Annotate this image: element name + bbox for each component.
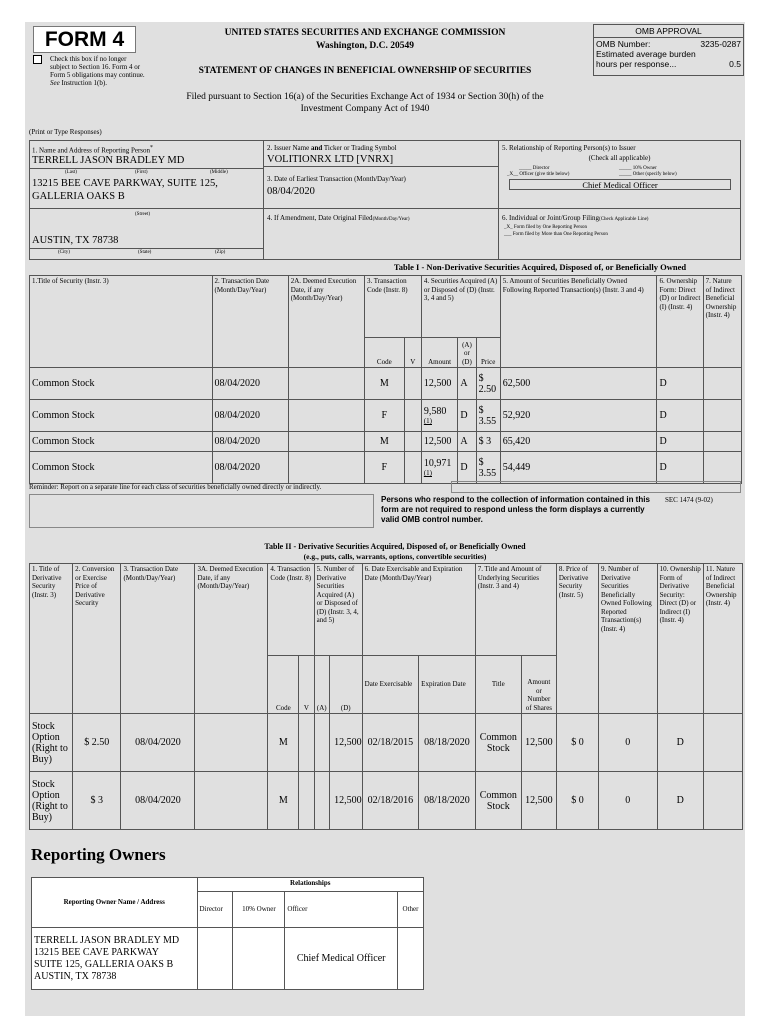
- t2-h-title: 1. Title of Derivative Security (Instr. 3): [30, 564, 73, 714]
- t1-r1-form: D: [657, 400, 703, 432]
- owner-officer-title: Chief Medical Officer: [285, 928, 398, 990]
- table-row: [30, 368, 742, 400]
- t2-r1-underlying-title: Common Stock: [475, 772, 521, 830]
- t2-sub-code: Code: [268, 656, 299, 714]
- checkbox-see: See: [50, 79, 60, 87]
- box2-label-pre: 2. Issuer Name: [267, 144, 310, 152]
- t1-h-acquired: 4. Securities Acquired (A) or Disposed of (D) (Instr. 3, 4 and 5): [421, 276, 500, 338]
- t1-r3-owned: 54,449: [500, 452, 657, 484]
- t1-h-ownership: 6. Ownership Form: Direct (D) or Indirect (I) (Instr. 4): [657, 276, 703, 368]
- t1-r3-date: 08/04/2020: [212, 452, 288, 484]
- city-state-zip: AUSTIN, TX 78738: [32, 235, 119, 246]
- t2-r0-d: 12,500: [329, 714, 362, 772]
- t2-h-date: 3. Transaction Date (Month/Day/Year): [121, 564, 195, 714]
- print-type-note: (Print or Type Responses): [29, 128, 102, 136]
- t1-r1-ad: D: [458, 400, 476, 432]
- issuer-name-ticker: VOLITIONRX LTD [VNRX]: [267, 154, 394, 165]
- label-state: (State): [138, 250, 152, 255]
- t1-sub-v: V: [404, 338, 421, 368]
- label-zip: (Zip): [215, 250, 226, 255]
- t2-r1-deriv-price: $ 0: [556, 772, 598, 830]
- t1-r0-amount: 12,500: [423, 378, 452, 389]
- t2-r0-owned: 0: [599, 714, 658, 772]
- label-city: (City): [58, 250, 70, 255]
- t1-h-date: 2. Transaction Date (Month/Day/Year): [212, 276, 288, 368]
- t1-sub-code: Code: [364, 338, 404, 368]
- t1-r1-date: 08/04/2020: [212, 400, 288, 432]
- owner-address-2: SUITE 125, GALLERIA OAKS B: [34, 958, 174, 970]
- table-row: [32, 928, 424, 990]
- t1-r0-owned: 62,500: [500, 368, 657, 400]
- t1-r1-code: F: [364, 400, 404, 432]
- t1-r3-amount: 10,971: [423, 458, 452, 469]
- t1-h-deemed: 2A. Deemed Execution Date, if any (Month/Day/Year): [288, 276, 364, 368]
- box3-label: 3. Date of Earliest Transaction (Month/Day/Year): [267, 175, 406, 183]
- box1-label: 1. Name and Address of Reporting Person: [32, 146, 151, 155]
- t2-r1-price: $ 3: [73, 772, 121, 830]
- box6-label-small: (Check Applicable Line): [599, 217, 649, 222]
- t1-r2-title: Common Stock: [30, 432, 213, 452]
- t2-sub-d: (D): [329, 656, 362, 714]
- filed-line-2: Investment Company Act of 1940: [300, 104, 430, 114]
- box6-line-2: ___ Form filed by More than One Reporting Person: [504, 232, 608, 237]
- table2-title: Table II - Derivative Securities Acquired, Disposed of, or Beneficially Owned: [264, 542, 526, 551]
- omb-number-value: 3235-0287: [700, 39, 741, 49]
- t2-sub-date-exercisable: Date Exercisable: [362, 656, 419, 714]
- t1-r3-title: Common Stock: [30, 452, 213, 484]
- reminder-text: Reminder: Report on a separate line for each class of securities beneficially owned directly or indirectly.: [29, 483, 322, 491]
- t2-h-number: 5. Number of Derivative Securities Acquired (A) or Disposed of (D) (Instr. 3, 4, and 5): [314, 564, 362, 656]
- t1-r1-title: Common Stock: [30, 400, 213, 432]
- t1-r1-price: 3.55: [478, 415, 497, 427]
- t1-r0-ad: A: [458, 368, 476, 400]
- reporting-person-name: TERRELL JASON BRADLEY MD: [32, 155, 185, 166]
- t1-r0-title: Common Stock: [30, 368, 213, 400]
- t2-h-exercisable: 6. Date Exercisable and Expiration Date (Month/Day/Year): [362, 564, 475, 656]
- t2-h-nature: 11. Nature of Indirect Beneficial Ownership (Instr. 4): [703, 564, 742, 714]
- box4-amendment: [264, 209, 499, 259]
- omb-number-label: OMB Number:: [596, 39, 651, 49]
- box5-ten-percent: _____ 10% Owner: [619, 166, 657, 171]
- owner-address-1: 13215 BEE CAVE PARKWAY: [34, 946, 159, 958]
- t2-r0-form: D: [657, 714, 703, 772]
- box6-line-1: _X_ Form filed by One Reporting Person: [504, 225, 588, 230]
- t1-h-amount-owned: 5. Amount of Securities Beneficially Owned Following Reported Transaction(s) (Instr. 3 and 4): [500, 276, 657, 368]
- t2-r1-d: 12,500: [329, 772, 362, 830]
- agency-name: UNITED STATES SECURITIES AND EXCHANGE COMMISSION: [224, 28, 506, 38]
- street-line-1: 13215 BEE CAVE PARKWAY, SUITE 125,: [32, 178, 218, 189]
- agency-city: Washington, D.C. 20549: [316, 41, 414, 51]
- omb-burden-label: Estimated average burden: [596, 49, 696, 59]
- t1-r0-code: M: [364, 368, 404, 400]
- t2-r1-exercisable: 02/18/2016: [362, 772, 419, 830]
- box2-label-post: Ticker or Trading Symbol: [323, 144, 397, 152]
- reporting-owners-table: [31, 877, 424, 990]
- statement-title: STATEMENT OF CHANGES IN BENEFICIAL OWNERSHIP OF SECURITIES: [198, 66, 532, 76]
- t2-r0-code: M: [268, 714, 299, 772]
- t1-r3-footnote[interactable]: (1): [423, 469, 432, 477]
- t2-h-price: 8. Price of Derivative Security (Instr. 5): [556, 564, 598, 714]
- t1-h-code: 3. Transaction Code (Instr. 8): [364, 276, 421, 338]
- omb-approval-box: [593, 24, 744, 76]
- t2-r1-owned: 0: [599, 772, 658, 830]
- table1-title: Table I - Non-Derivative Securities Acquired, Disposed of, or Beneficially Owned: [393, 262, 687, 272]
- no-longer-subject-checkbox[interactable]: [33, 55, 45, 73]
- t1-r2-ad: A: [458, 432, 476, 452]
- form4-page: [25, 22, 745, 1016]
- t1-r1-footnote[interactable]: (1): [423, 417, 432, 425]
- t1-r0-form: D: [657, 368, 703, 400]
- label-last: (Last): [65, 170, 77, 175]
- t2-sub-amount: Amount or Number of Shares: [521, 656, 556, 714]
- checkbox-text: Check this box if no longer subject to Section 16. Form 4 or Form 5 obligations may continue.: [50, 55, 145, 79]
- t1-r3-form: D: [657, 452, 703, 484]
- box5-check-all: (Check all applicable): [588, 154, 651, 162]
- t2-r0-deriv-price: $ 0: [556, 714, 598, 772]
- t2-r0-price: $ 2.50: [73, 714, 121, 772]
- t2-r1-form: D: [657, 772, 703, 830]
- t1-sub-amount: Amount: [421, 338, 458, 368]
- box5-director: _____ Director: [519, 166, 550, 171]
- reporting-owners-heading: Reporting Owners: [31, 845, 166, 864]
- t1-sub-aord: (A) or (D): [458, 338, 476, 368]
- table2: [29, 563, 743, 830]
- t2-r1-expiration: 08/18/2020: [419, 772, 476, 830]
- t2-r0-underlying-title: Common Stock: [475, 714, 521, 772]
- t1-r1-owned: 52,920: [500, 400, 657, 432]
- t1-r2-code: M: [364, 432, 404, 452]
- table-row: [30, 452, 742, 484]
- owner-address-3: AUSTIN, TX 78738: [34, 970, 117, 982]
- box6-label: 6. Individual or Joint/Group Filing: [502, 214, 600, 222]
- owners-col-other: Other: [397, 892, 423, 928]
- t1-r3-price-sym: $: [478, 456, 484, 468]
- t2-r1-code: M: [268, 772, 299, 830]
- t2-sub-expiration: Expiration Date: [419, 656, 476, 714]
- owners-col-officer: Officer: [285, 892, 398, 928]
- reminder-right-box: [451, 481, 741, 493]
- box4-label: 4. If Amendment, Date Original Filed: [267, 214, 373, 222]
- t2-sub-a: (A): [314, 656, 329, 714]
- omb-hours-value: 0.5: [729, 59, 741, 69]
- t1-r2-date: 08/04/2020: [212, 432, 288, 452]
- owners-col-director: Director: [197, 892, 233, 928]
- form-title: FORM 4: [44, 28, 125, 51]
- owner-name: TERRELL JASON BRADLEY MD: [34, 934, 180, 946]
- t2-r0-underlying-amount: 12,500: [521, 714, 556, 772]
- label-middle: (Middle): [210, 170, 228, 175]
- t1-r2-owned: 65,420: [500, 432, 657, 452]
- t1-r3-ad: D: [458, 452, 476, 484]
- t1-r2-form: D: [657, 432, 703, 452]
- label-first: (First): [135, 170, 148, 175]
- table1: [29, 275, 742, 484]
- box4-label-small: (Month/Day/Year): [372, 217, 410, 222]
- owners-relationships: Relationships: [197, 878, 424, 892]
- box2-issuer: [264, 141, 499, 167]
- box5-other: _____ Other (specify below): [619, 172, 677, 177]
- t2-h-underlying: 7. Title and Amount of Underlying Securities (Instr. 3 and 4): [475, 564, 556, 656]
- t1-r2-price-sym: $ 3: [476, 432, 500, 452]
- omb-hours-label: hours per response...: [596, 59, 677, 69]
- t1-r0-price: 2.50: [478, 383, 497, 395]
- omb-title: OMB APPROVAL: [594, 25, 743, 38]
- t2-r1-title: Stock Option (Right to Buy): [30, 772, 73, 830]
- t1-r0-date: 08/04/2020: [212, 368, 288, 400]
- t2-h-code: 4. Transaction Code (Instr. 8): [268, 564, 314, 656]
- box1-marker: *: [150, 145, 153, 151]
- table-row: [30, 432, 742, 452]
- t2-r0-exercisable: 02/18/2015: [362, 714, 419, 772]
- t2-r0-date: 08/04/2020: [121, 714, 195, 772]
- t2-h-conversion: 2. Conversion or Exercise Price of Derivative Security: [73, 564, 121, 714]
- t1-r1-amount: 9,580: [423, 406, 447, 417]
- sec-form-code: SEC 1474 (9-02): [665, 496, 713, 504]
- t2-r0-expiration: 08/18/2020: [419, 714, 476, 772]
- reminder-left-box: [29, 494, 374, 528]
- box5-label: 5. Relationship of Reporting Person(s) to Issuer: [502, 144, 636, 152]
- box5-officer: _X__ Officer (give title below): [507, 172, 570, 177]
- earliest-transaction-date: 08/04/2020: [267, 186, 315, 197]
- box1-name-address: [30, 141, 264, 259]
- owners-col-10pct: 10% Owner: [233, 892, 285, 928]
- owners-col-name: Reporting Owner Name / Address: [32, 878, 198, 928]
- table2-subtitle: (e.g., puts, calls, warrants, options, convertible securities): [303, 552, 487, 561]
- table-row: [30, 772, 743, 830]
- t1-h-nature: 7. Nature of Indirect Beneficial Ownership (Instr. 4): [703, 276, 741, 368]
- box5-relationship: [499, 141, 740, 209]
- t1-r3-price: 3.55: [478, 467, 497, 479]
- t2-h-deemed: 3A. Deemed Execution Date, if any (Month/Day/Year): [195, 564, 268, 714]
- t2-h-form: 10. Ownership Form of Derivative Security: Direct (D) or Indirect (I) (Instr. 4): [657, 564, 703, 714]
- t1-r2-amount: 12,500: [423, 436, 452, 447]
- owner-name-address: [32, 928, 198, 990]
- form-title-box: [33, 26, 136, 53]
- table-row: [30, 714, 743, 772]
- t2-r1-date: 08/04/2020: [121, 772, 195, 830]
- t2-r1-underlying-amount: 12,500: [521, 772, 556, 830]
- box3-earliest-date: [264, 167, 499, 209]
- t1-r0-price-sym: $: [478, 372, 484, 384]
- t1-r1-price-sym: $: [478, 404, 484, 416]
- t2-r0-title: Stock Option (Right to Buy): [30, 714, 73, 772]
- t1-r3-code: F: [364, 452, 404, 484]
- t1-h-title: 1.Title of Security (Instr. 3): [30, 276, 213, 368]
- table-row: [30, 400, 742, 432]
- box6-filing: [499, 209, 740, 259]
- reporting-info-section: [29, 140, 741, 260]
- t2-sub-title: Title: [475, 656, 521, 714]
- t2-sub-v: V: [299, 656, 314, 714]
- street-line-2: GALLERIA OAKS B: [32, 191, 125, 202]
- persons-notice: Persons who respond to the collection of information contained in this form are not required to respond unless the form displays a currently valid OMB control number.: [381, 495, 650, 524]
- box2-label-and: and: [310, 144, 323, 152]
- filed-line-1: Filed pursuant to Section 16(a) of the Securities Exchange Act of 1934 or Section 30(h) of the: [186, 92, 544, 102]
- label-street: (Street): [135, 212, 150, 217]
- officer-title: Chief Medical Officer: [509, 179, 731, 190]
- t1-sub-price: Price: [476, 338, 500, 368]
- t2-h-owned: 9. Number of Derivative Securities Beneficially Owned Following Reported Transaction(s) (Instr. 4): [599, 564, 658, 714]
- checkbox-instr: Instruction 1(b).: [61, 79, 107, 87]
